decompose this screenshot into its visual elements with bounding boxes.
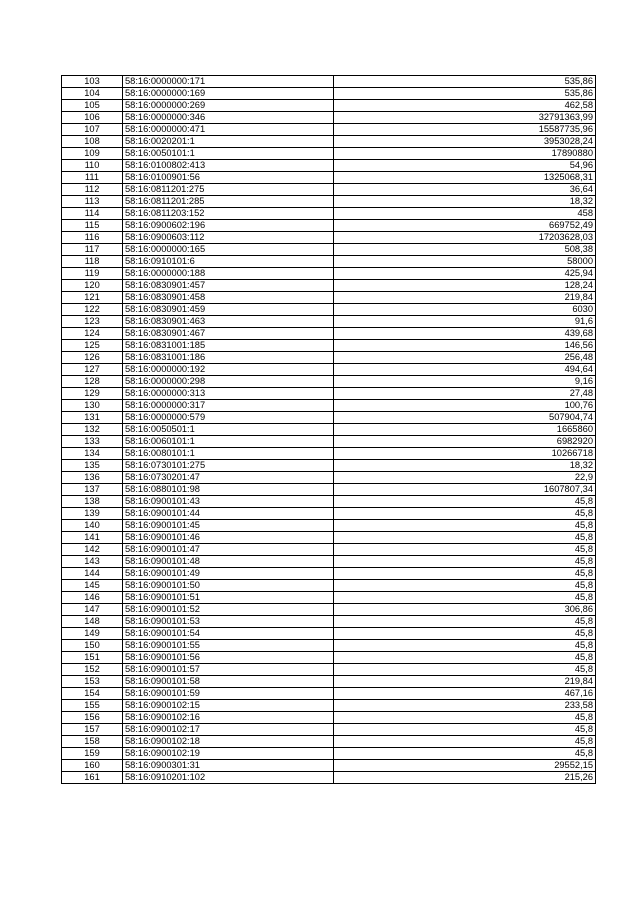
cadastral-value: 91,6 [334, 316, 596, 328]
cadastral-value: 215,26 [334, 772, 596, 784]
table-row [62, 424, 596, 436]
table-row [62, 460, 596, 472]
cadastral-number: 58:16:0900101:53 [123, 616, 334, 628]
cadastral-number: 58:16:0900101:46 [123, 532, 334, 544]
cadastral-value: 45,8 [334, 556, 596, 568]
cadastral-number: 58:16:0900101:58 [123, 676, 334, 688]
cadastral-value: 306,86 [334, 604, 596, 616]
table-row [62, 628, 596, 640]
row-number: 141 [62, 532, 123, 544]
cadastral-number: 58:16:0000000:579 [123, 412, 334, 424]
table-row [62, 640, 596, 652]
table-row [62, 208, 596, 220]
cadastral-number: 58:16:0000000:346 [123, 112, 334, 124]
table-row [62, 724, 596, 736]
row-number: 133 [62, 436, 123, 448]
cadastral-value: 45,8 [334, 712, 596, 724]
table-row [62, 316, 596, 328]
cadastral-value-table [61, 75, 596, 784]
table-row [62, 592, 596, 604]
row-number: 122 [62, 304, 123, 316]
row-number: 108 [62, 136, 123, 148]
cadastral-number: 58:16:0050501:1 [123, 424, 334, 436]
row-number: 123 [62, 316, 123, 328]
table-row [62, 136, 596, 148]
row-number: 140 [62, 520, 123, 532]
row-number: 117 [62, 244, 123, 256]
cadastral-number: 58:16:0900101:56 [123, 652, 334, 664]
cadastral-value: 9,16 [334, 376, 596, 388]
cadastral-value: 15587735,96 [334, 124, 596, 136]
cadastral-number: 58:16:0830901:463 [123, 316, 334, 328]
table-row [62, 652, 596, 664]
cadastral-number: 58:16:0830901:458 [123, 292, 334, 304]
cadastral-value: 100,76 [334, 400, 596, 412]
table-row [62, 436, 596, 448]
table-row [62, 496, 596, 508]
cadastral-number: 58:16:0000000:298 [123, 376, 334, 388]
cadastral-value: 128,24 [334, 280, 596, 292]
row-number: 130 [62, 400, 123, 412]
row-number: 124 [62, 328, 123, 340]
row-number: 147 [62, 604, 123, 616]
row-number: 157 [62, 724, 123, 736]
table-row [62, 772, 596, 784]
cadastral-number: 58:16:0100901:56 [123, 172, 334, 184]
cadastral-number: 58:16:0000000:471 [123, 124, 334, 136]
row-number: 110 [62, 160, 123, 172]
cadastral-number: 58:16:0900101:45 [123, 520, 334, 532]
cadastral-value: 45,8 [334, 652, 596, 664]
table-row [62, 292, 596, 304]
cadastral-number: 58:16:0830901:459 [123, 304, 334, 316]
cadastral-value: 462,58 [334, 100, 596, 112]
cadastral-value: 1665860 [334, 424, 596, 436]
table-row [62, 160, 596, 172]
row-number: 146 [62, 592, 123, 604]
row-number: 111 [62, 172, 123, 184]
row-number: 127 [62, 364, 123, 376]
cadastral-value: 10266718 [334, 448, 596, 460]
cadastral-number: 58:16:0000000:269 [123, 100, 334, 112]
cadastral-value: 45,8 [334, 544, 596, 556]
row-number: 138 [62, 496, 123, 508]
table-row [62, 184, 596, 196]
cadastral-number: 58:16:0831001:186 [123, 352, 334, 364]
table-row [62, 568, 596, 580]
row-number: 139 [62, 508, 123, 520]
cadastral-value: 467,16 [334, 688, 596, 700]
cadastral-number: 58:16:0900101:44 [123, 508, 334, 520]
cadastral-value: 256,48 [334, 352, 596, 364]
table-row [62, 604, 596, 616]
cadastral-value: 45,8 [334, 628, 596, 640]
table-row [62, 232, 596, 244]
cadastral-number: 58:16:0000000:313 [123, 388, 334, 400]
cadastral-number: 58:16:0900101:59 [123, 688, 334, 700]
cadastral-number: 58:16:0020201:1 [123, 136, 334, 148]
row-number: 155 [62, 700, 123, 712]
cadastral-number: 58:16:0080101:1 [123, 448, 334, 460]
cadastral-value: 18,32 [334, 460, 596, 472]
cadastral-value: 29552,15 [334, 760, 596, 772]
table-row [62, 520, 596, 532]
table-row [62, 544, 596, 556]
row-number: 114 [62, 208, 123, 220]
cadastral-number: 58:16:0831001:185 [123, 340, 334, 352]
table-row [62, 388, 596, 400]
row-number: 115 [62, 220, 123, 232]
cadastral-value: 1607807,34 [334, 484, 596, 496]
cadastral-value: 494,64 [334, 364, 596, 376]
cadastral-value: 6030 [334, 304, 596, 316]
row-number: 121 [62, 292, 123, 304]
row-number: 132 [62, 424, 123, 436]
cadastral-value: 45,8 [334, 616, 596, 628]
table-row [62, 760, 596, 772]
cadastral-value: 458 [334, 208, 596, 220]
cadastral-number: 58:16:0730101:275 [123, 460, 334, 472]
row-number: 126 [62, 352, 123, 364]
cadastral-number: 58:16:0900102:18 [123, 736, 334, 748]
row-number: 113 [62, 196, 123, 208]
cadastral-number: 58:16:0900101:54 [123, 628, 334, 640]
cadastral-number: 58:16:0900101:48 [123, 556, 334, 568]
table-row [62, 736, 596, 748]
row-number: 125 [62, 340, 123, 352]
cadastral-number: 58:16:0900101:57 [123, 664, 334, 676]
cadastral-value: 3953028,24 [334, 136, 596, 148]
table-row [62, 148, 596, 160]
cadastral-value: 439,68 [334, 328, 596, 340]
row-number: 136 [62, 472, 123, 484]
cadastral-number: 58:16:0000000:188 [123, 268, 334, 280]
cadastral-number: 58:16:0900101:49 [123, 568, 334, 580]
table-row [62, 196, 596, 208]
cadastral-number: 58:16:0900101:47 [123, 544, 334, 556]
table-row [62, 172, 596, 184]
cadastral-number: 58:16:0000000:171 [123, 76, 334, 88]
cadastral-number: 58:16:0811201:275 [123, 184, 334, 196]
row-number: 158 [62, 736, 123, 748]
cadastral-value: 45,8 [334, 664, 596, 676]
row-number: 129 [62, 388, 123, 400]
cadastral-number: 58:16:0900102:15 [123, 700, 334, 712]
table-row [62, 448, 596, 460]
cadastral-number: 58:16:0900101:50 [123, 580, 334, 592]
row-number: 112 [62, 184, 123, 196]
cadastral-number: 58:16:0900101:51 [123, 592, 334, 604]
row-number: 120 [62, 280, 123, 292]
row-number: 149 [62, 628, 123, 640]
table-row [62, 76, 596, 88]
cadastral-value: 45,8 [334, 640, 596, 652]
table-row [62, 616, 596, 628]
table-row [62, 748, 596, 760]
cadastral-value: 22,9 [334, 472, 596, 484]
table-row [62, 556, 596, 568]
cadastral-value: 45,8 [334, 580, 596, 592]
cadastral-number: 58:16:0900603:112 [123, 232, 334, 244]
row-number: 143 [62, 556, 123, 568]
row-number: 154 [62, 688, 123, 700]
row-number: 104 [62, 88, 123, 100]
cadastral-value: 17203628,03 [334, 232, 596, 244]
table-row [62, 400, 596, 412]
cadastral-value: 45,8 [334, 592, 596, 604]
cadastral-number: 58:16:0000000:192 [123, 364, 334, 376]
cadastral-value: 45,8 [334, 748, 596, 760]
table-row [62, 676, 596, 688]
table-row [62, 580, 596, 592]
cadastral-number: 58:16:0900102:19 [123, 748, 334, 760]
row-number: 135 [62, 460, 123, 472]
cadastral-value: 425,94 [334, 268, 596, 280]
table-row [62, 376, 596, 388]
cadastral-number: 58:16:0100802:413 [123, 160, 334, 172]
row-number: 134 [62, 448, 123, 460]
cadastral-value: 54,96 [334, 160, 596, 172]
cadastral-number: 58:16:0900301:31 [123, 760, 334, 772]
cadastral-value: 219,84 [334, 676, 596, 688]
cadastral-number: 58:16:0000000:165 [123, 244, 334, 256]
cadastral-number: 58:16:0900102:17 [123, 724, 334, 736]
table-row [62, 508, 596, 520]
cadastral-number: 58:16:0060101:1 [123, 436, 334, 448]
cadastral-number: 58:16:0730201:47 [123, 472, 334, 484]
cadastral-value: 6982920 [334, 436, 596, 448]
cadastral-value: 18,32 [334, 196, 596, 208]
row-number: 107 [62, 124, 123, 136]
table-row [62, 88, 596, 100]
cadastral-number: 58:16:0910201:102 [123, 772, 334, 784]
row-number: 145 [62, 580, 123, 592]
table-body [62, 76, 596, 784]
cadastral-value: 36,64 [334, 184, 596, 196]
table-row [62, 352, 596, 364]
cadastral-number: 58:16:0000000:169 [123, 88, 334, 100]
row-number: 103 [62, 76, 123, 88]
table-row [62, 328, 596, 340]
cadastral-number: 58:16:0900101:55 [123, 640, 334, 652]
row-number: 118 [62, 256, 123, 268]
table-row [62, 100, 596, 112]
cadastral-value: 508,38 [334, 244, 596, 256]
cadastral-number: 58:16:0811203:152 [123, 208, 334, 220]
row-number: 151 [62, 652, 123, 664]
cadastral-number: 58:16:0880101:98 [123, 484, 334, 496]
row-number: 142 [62, 544, 123, 556]
row-number: 153 [62, 676, 123, 688]
cadastral-number: 58:16:0811201:285 [123, 196, 334, 208]
row-number: 160 [62, 760, 123, 772]
cadastral-value: 45,8 [334, 532, 596, 544]
cadastral-number: 58:16:0050101:1 [123, 148, 334, 160]
table-row [62, 700, 596, 712]
table-row [62, 340, 596, 352]
cadastral-number: 58:16:0900102:16 [123, 712, 334, 724]
row-number: 156 [62, 712, 123, 724]
cadastral-value: 45,8 [334, 520, 596, 532]
row-number: 161 [62, 772, 123, 784]
cadastral-value: 219,84 [334, 292, 596, 304]
table-row [62, 220, 596, 232]
cadastral-value: 45,8 [334, 736, 596, 748]
cadastral-value: 233,58 [334, 700, 596, 712]
cadastral-number: 58:16:0000000:317 [123, 400, 334, 412]
cadastral-number: 58:16:0900602:196 [123, 220, 334, 232]
row-number: 131 [62, 412, 123, 424]
table-row [62, 412, 596, 424]
table-row [62, 304, 596, 316]
row-number: 109 [62, 148, 123, 160]
row-number: 119 [62, 268, 123, 280]
table-row [62, 532, 596, 544]
table-row [62, 124, 596, 136]
row-number: 105 [62, 100, 123, 112]
cadastral-number: 58:16:0830901:467 [123, 328, 334, 340]
cadastral-value: 58000 [334, 256, 596, 268]
cadastral-value: 535,86 [334, 88, 596, 100]
table-row [62, 484, 596, 496]
table-row [62, 256, 596, 268]
table-row [62, 712, 596, 724]
cadastral-value: 669752,49 [334, 220, 596, 232]
cadastral-value: 17890880 [334, 148, 596, 160]
table-row [62, 364, 596, 376]
cadastral-value: 146,56 [334, 340, 596, 352]
cadastral-value: 27,48 [334, 388, 596, 400]
cadastral-value: 535,86 [334, 76, 596, 88]
row-number: 152 [62, 664, 123, 676]
cadastral-value: 45,8 [334, 568, 596, 580]
row-number: 150 [62, 640, 123, 652]
cadastral-number: 58:16:0830901:457 [123, 280, 334, 292]
table-row [62, 472, 596, 484]
table-row [62, 280, 596, 292]
table-row [62, 112, 596, 124]
cadastral-value: 32791363,99 [334, 112, 596, 124]
row-number: 137 [62, 484, 123, 496]
row-number: 106 [62, 112, 123, 124]
row-number: 144 [62, 568, 123, 580]
cadastral-value: 45,8 [334, 496, 596, 508]
cadastral-number: 58:16:0900101:43 [123, 496, 334, 508]
table-row [62, 664, 596, 676]
table-row [62, 244, 596, 256]
row-number: 159 [62, 748, 123, 760]
table-row [62, 268, 596, 280]
row-number: 148 [62, 616, 123, 628]
cadastral-value: 507904,74 [334, 412, 596, 424]
cadastral-value: 45,8 [334, 508, 596, 520]
row-number: 116 [62, 232, 123, 244]
cadastral-value: 1325068,31 [334, 172, 596, 184]
row-number: 128 [62, 376, 123, 388]
cadastral-value: 45,8 [334, 724, 596, 736]
cadastral-number: 58:16:0900101:52 [123, 604, 334, 616]
table-row [62, 688, 596, 700]
cadastral-number: 58:16:0910101:6 [123, 256, 334, 268]
